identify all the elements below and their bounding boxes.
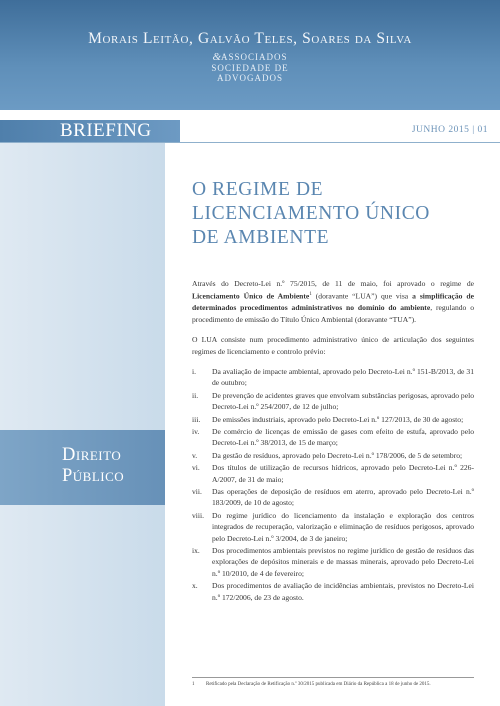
list-item-text: Das operações de deposição de resíduos em aterro, aprovado pelo Decreto-Lei n.º 183/2009, de 10 de agosto; bbox=[212, 487, 474, 508]
footnote-ref: 1 bbox=[309, 292, 312, 298]
list-item bbox=[192, 545, 474, 579]
firm-sub-line1 bbox=[190, 52, 310, 63]
firm-subtitle bbox=[190, 52, 310, 84]
briefing-block bbox=[0, 120, 180, 142]
list-item bbox=[192, 390, 474, 413]
footnote-divider bbox=[192, 677, 474, 678]
section-title bbox=[62, 445, 124, 487]
list-item-number: ii. bbox=[192, 390, 199, 400]
footnote bbox=[192, 681, 474, 688]
title-line3: DE AMBIENTE bbox=[192, 227, 330, 248]
list-item bbox=[192, 414, 474, 425]
sidebar-panel bbox=[0, 142, 165, 706]
intro-text-1: Através do Decreto-Lei n.º 75/2015, de 11 de maio, foi aprovado o regime de bbox=[192, 279, 474, 288]
list-item bbox=[192, 366, 474, 389]
firm-sub-line2: SOCIEDADE DE bbox=[211, 62, 289, 73]
list-item-text: Da avaliação de impacte ambiental, aprovado pelo Decreto-Lei n.º 151-B/2013, de 31 de outubro; bbox=[212, 366, 474, 388]
footnote-number: 1 bbox=[192, 682, 195, 687]
footnote-text: Retificado pela Declaração de Retificação n.º 30/2015 publicada em Diário da República a 18 de junho de 2015. bbox=[206, 682, 431, 687]
intro-bold-2: a simplificação de determinados procedimentos administrativos no domínio do ambiente bbox=[192, 291, 475, 313]
list-item bbox=[192, 462, 474, 485]
title-line2: LICENCIAMENTO ÚNICO bbox=[192, 203, 430, 224]
list-item-number: x. bbox=[192, 581, 198, 591]
header-banner bbox=[0, 0, 500, 110]
list-item bbox=[192, 426, 474, 449]
list-item-text: Do regime jurídico do licenciamento da instalação e exploração dos centros integrados de recuperação, valorização e eliminação de resíduos perigosos, aprovado pelo Decreto-Lei n.º 3/2004, de 3 de janeiro; bbox=[212, 510, 474, 543]
list-item-number: viii. bbox=[192, 510, 205, 520]
briefing-label: BRIEFING bbox=[60, 120, 152, 141]
regimes-list bbox=[192, 366, 474, 603]
list-item-number: vi. bbox=[192, 463, 200, 473]
list-item-number: iv. bbox=[192, 427, 200, 436]
list-item-text: De comércio de licenças de emissão de gases com efeito de estufa, aprovado pelo Decreto-Lei n.º 38/2013, de 15 de março; bbox=[212, 427, 474, 448]
sub-line1-text: ASSOCIADOS bbox=[221, 52, 288, 62]
main-content bbox=[192, 278, 474, 604]
intro-text-2: (doravante “LUA”) que visa bbox=[311, 291, 413, 301]
briefing-bar bbox=[0, 120, 500, 143]
list-item-text: Da gestão de resíduos, aprovado pelo Decreto-Lei n.º 178/2006, de 5 de setembro; bbox=[212, 450, 463, 460]
firm-name: Morais Leitão, Galvão Teles, Soares da Silva bbox=[88, 30, 412, 47]
list-item-text: De prevenção de acidentes graves que envolvam substâncias perigosas, aprovado pelo Decreto-Lei n.º 254/2007, de 12 de julho; bbox=[212, 390, 474, 412]
ampersand: & bbox=[212, 51, 222, 63]
list-item bbox=[192, 486, 474, 509]
section-title-line2: Público bbox=[62, 466, 125, 486]
list-item-number: iii. bbox=[192, 414, 201, 424]
list-item-text: Dos procedimentos de avaliação de incidências ambientais, previstos no Decreto-Lei n.º 172/2006, de 23 de agosto. bbox=[212, 581, 474, 602]
list-item-text: Dos títulos de utilização de recursos hídricos, aprovado pelo Decreto-Lei n.º 226-A/2007, de 31 de maio; bbox=[212, 463, 474, 484]
section-title-line1: Direito bbox=[62, 445, 122, 465]
list-item bbox=[192, 450, 474, 461]
list-item-number: i. bbox=[192, 366, 197, 376]
list-item-number: vii. bbox=[192, 487, 202, 497]
firm-sub-line3: ADVOGADOS bbox=[216, 73, 283, 83]
intro-bold-1: Licenciamento Único de Ambiente bbox=[192, 291, 310, 301]
title-line1: O REGIME DE bbox=[192, 179, 324, 200]
list-item bbox=[192, 510, 474, 544]
list-item bbox=[192, 580, 474, 603]
document-title bbox=[192, 178, 482, 250]
list-item-text: Dos procedimentos ambientais previstos no regime jurídico de gestão de resíduos das explorações de depósitos minerais e de massas minerais, aprovado pelo Decreto-Lei n.º 10/2010, de 4 de fevereiro; bbox=[212, 546, 474, 578]
intro-paragraph bbox=[192, 278, 474, 325]
list-item-number: v. bbox=[192, 450, 198, 460]
regimes-paragraph: O LUA consiste num procedimento administrativo único de articulação dos seguintes regimes de licenciamento e controlo prévio: bbox=[192, 335, 474, 356]
issue-date: JUNHO 2015 | 01 bbox=[411, 125, 488, 135]
list-item-number: ix. bbox=[192, 546, 200, 556]
list-item-text: De emissões industriais, aprovado pelo Decreto-Lei n.º 127/2013, de 30 de agosto; bbox=[212, 414, 464, 424]
intro-text-3: , regulando o procedimento de emissão do Título Único Ambiental (doravante “TUA”). bbox=[192, 303, 475, 324]
